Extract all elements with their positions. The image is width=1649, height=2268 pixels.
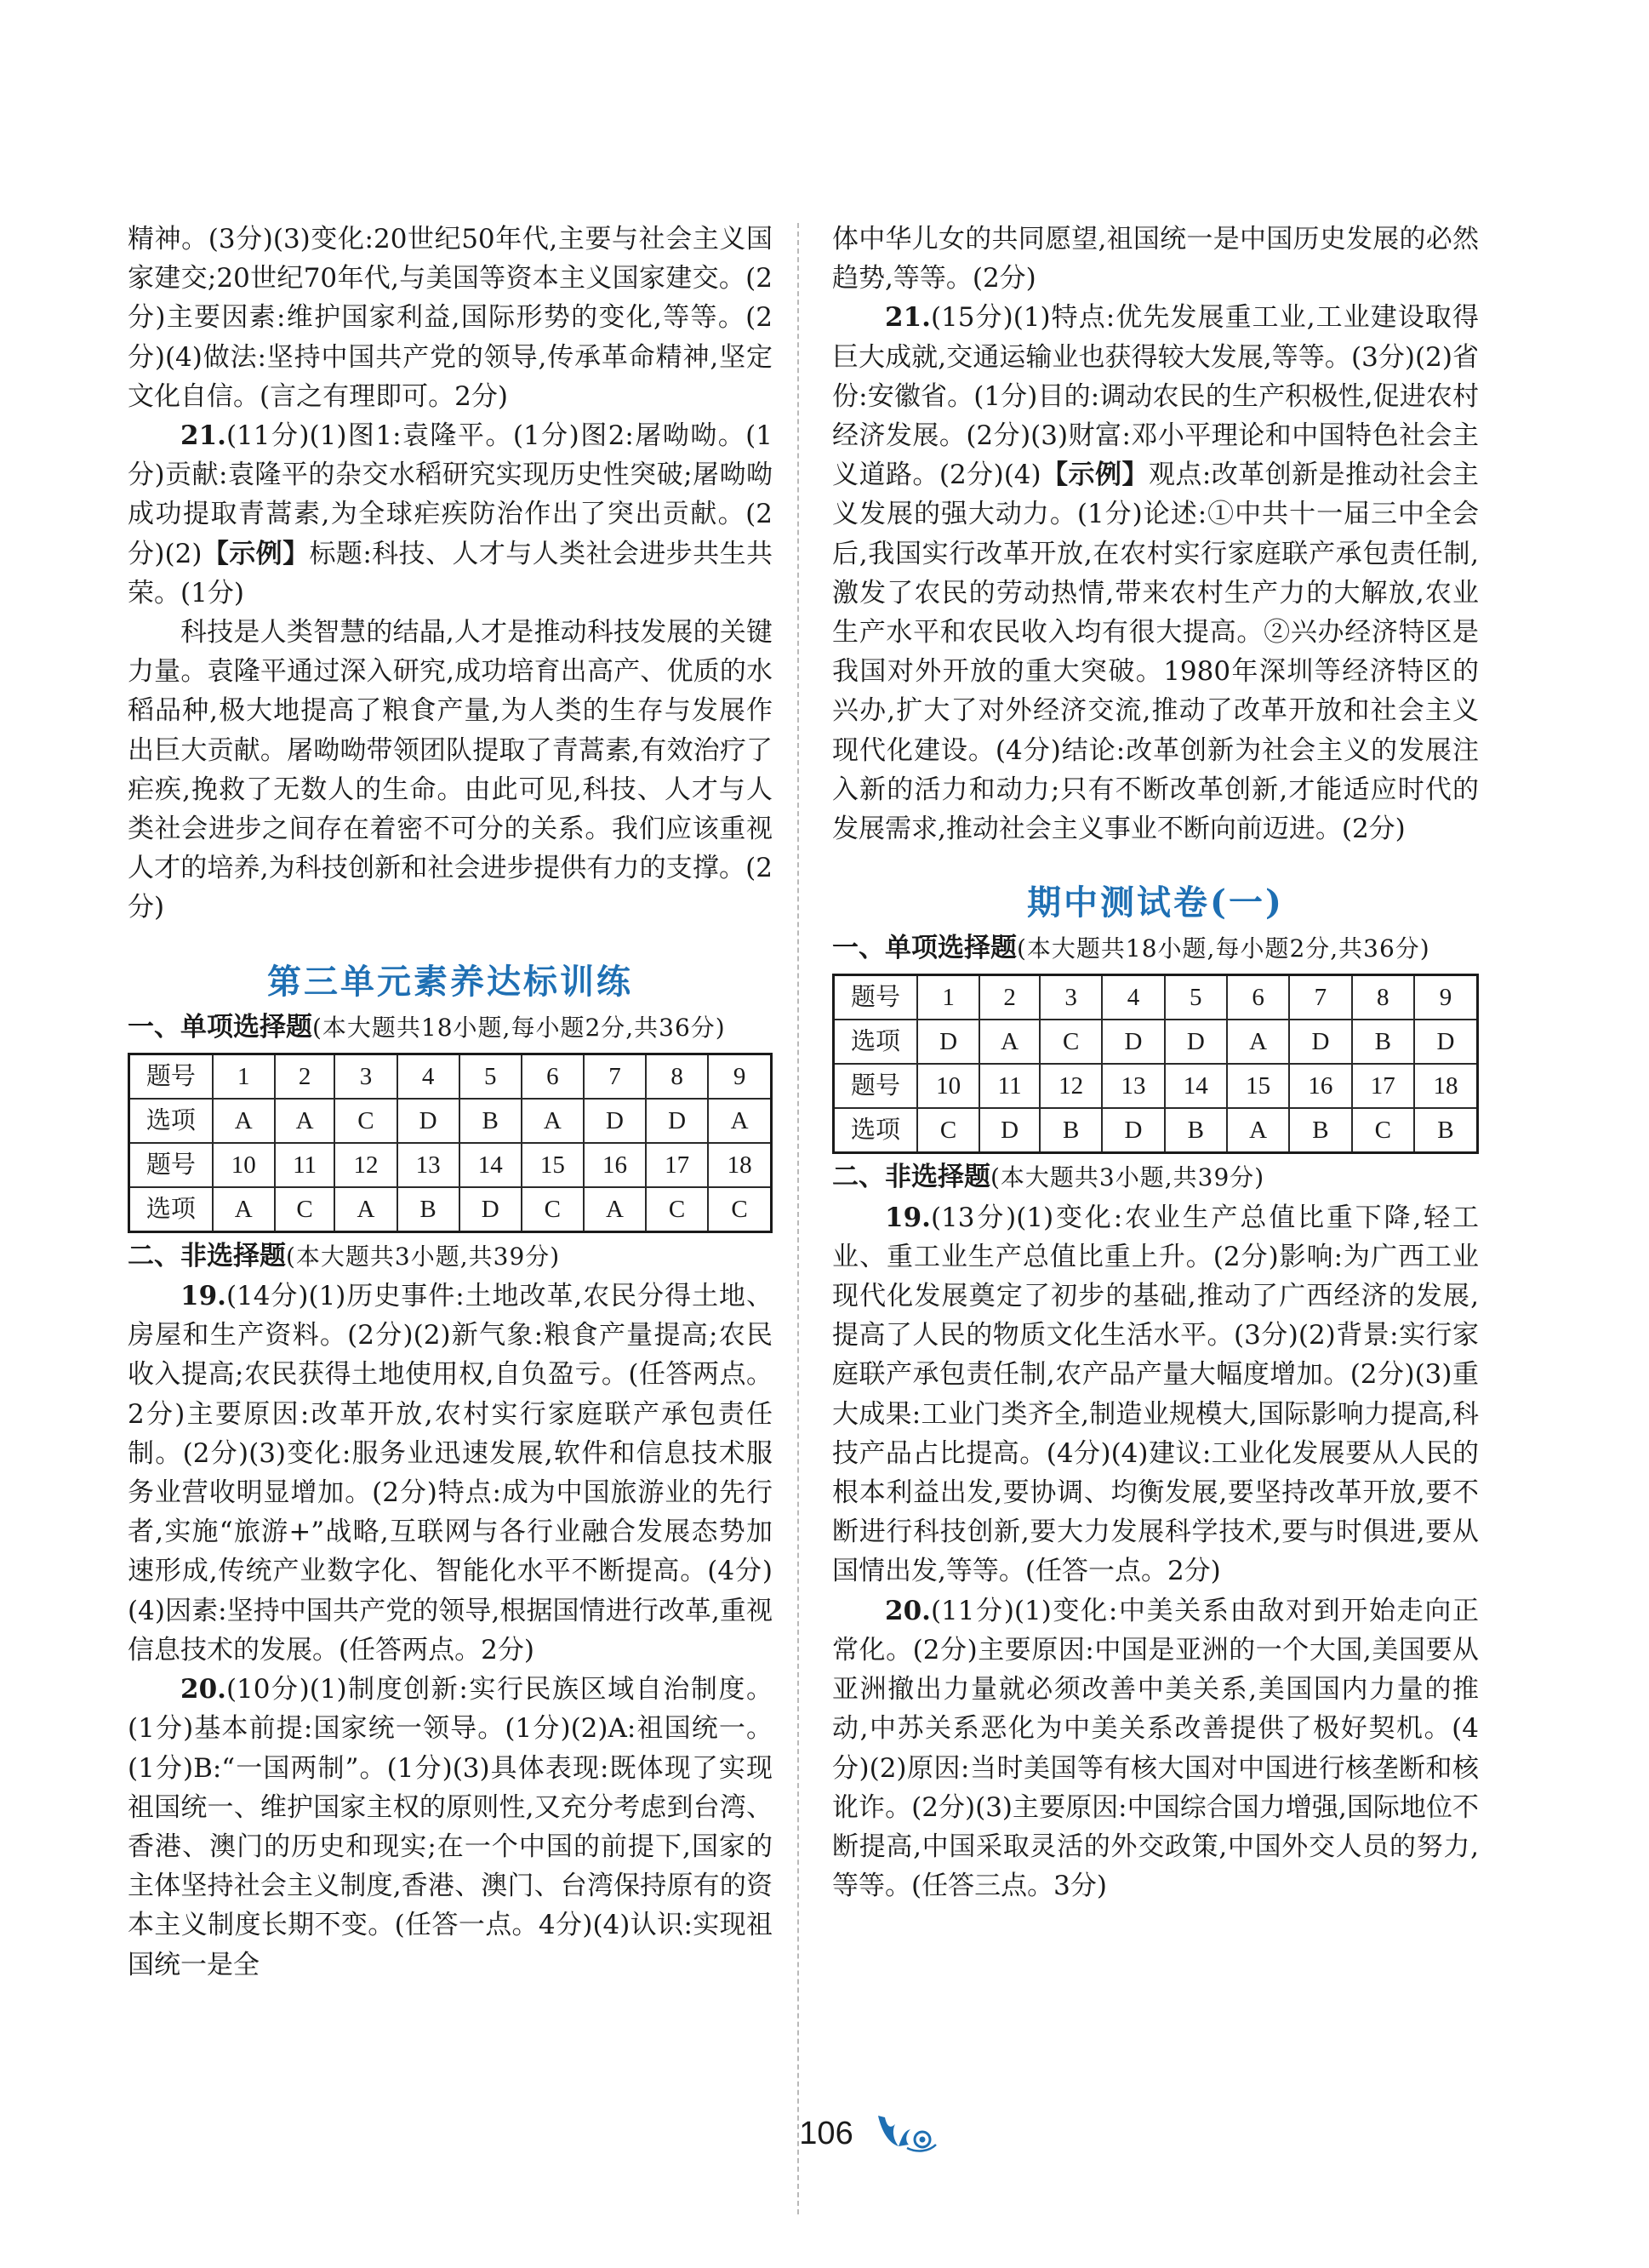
table-header-cell: 选项 [129,1099,213,1143]
question-number: 20. [180,1674,226,1705]
table-cell: D [1102,1108,1164,1153]
table-cell: 18 [708,1143,771,1187]
table-cell: 8 [646,1054,708,1099]
answer-table [832,974,1479,1154]
table-cell: 10 [917,1064,979,1108]
question-number: 19. [180,1281,226,1312]
answer-text: (14分)(1)历史事件:土地改革,农民分得土地、房屋和生产资料。(2分)(2)新气象:粮食产量提高;农民收入提高;农民获得土地使用权,自负盈亏。(任答两点。2分)主要原因:改革开放,农村实行家庭联产承包责任制。(2分)(3)变化:服务业迅速发展,软件和信息技术服务业营收明显增加。(2分)特点:成为中国旅游业的先行者,实施“旅游+”战略,互联网与各行业融合发展态势加速形成,传统产业数字化、智能化水平不断提高。(4分)(4)因素:坚持中国共产党的领导,根据国情进行改革,重视信息技术的发展。(任答两点。2分) [128,1281,773,1665]
table-header-cell: 选项 [834,1108,917,1153]
question-number: 19. [885,1202,931,1233]
table-cell: C [275,1187,335,1232]
left-question-21 [128,416,773,613]
decorative-swirl-icon [873,2105,941,2157]
table-cell: 14 [1165,1064,1227,1108]
question-number: 20. [885,1595,931,1626]
table-cell: 8 [1352,975,1414,1020]
table-row [129,1143,772,1187]
nonmc-section-heading [128,1237,773,1277]
answer-text: 标题:科技、人才与人类社会进步共生共荣。(1分) [128,538,773,608]
mc-section-heading [128,1008,773,1048]
table-cell: 16 [1289,1064,1351,1108]
table-cell: D [1289,1020,1351,1064]
right-column [832,220,1479,1905]
table-cell: B [1040,1108,1102,1153]
column-divider [797,223,799,2214]
table-cell: 10 [213,1143,275,1187]
unit-title: 第三单元素养达标训练 [267,961,633,1002]
left-question-20 [128,1670,773,1985]
table-cell: 5 [1165,975,1227,1020]
table-cell: C [522,1187,584,1232]
table-cell: 9 [1414,975,1478,1020]
table-header-cell: 选项 [129,1187,213,1232]
table-cell: D [1102,1020,1164,1064]
table-row [834,1108,1478,1153]
table-cell: C [1040,1020,1102,1064]
table-cell: D [917,1020,979,1064]
section-note: (本大题共3小题,共39分) [990,1163,1265,1192]
table-cell: D [646,1099,708,1143]
table-cell: B [1165,1108,1227,1153]
table-cell: A [979,1020,1040,1064]
table-cell: 1 [917,975,979,1020]
exam-title: 期中测试卷(一) [1027,883,1284,923]
section-label: 二、非选择题 [128,1240,286,1271]
answer-text: (10分)(1)制度创新:实行民族区域自治制度。(1分)基本前提:国家统一领导。(1分)(2)A:祖国统一。(1分)B:“一国两制”。(1分)(3)具体表现:既体现了实现祖国统一、维护国家主权的原则性,又充分考虑到台湾、香港、澳门的历史和现实;在一个中国的前提下,国家的主体坚持社会主义制度,香港、澳门、台湾保持原有的资本主义制度长期不变。(任答一点。4分)(4)认识:实现祖国统一是全 [128,1674,773,1980]
nonmc-section-heading [832,1157,1479,1197]
table-cell: 12 [334,1143,397,1187]
table-cell: 18 [1414,1064,1478,1108]
table-cell: 11 [275,1143,335,1187]
example-marker: 【示例】 [1041,460,1149,491]
right-paragraph-continued: 体中华儿女的共同愿望,祖国统一是中国历史发展的必然趋势,等等。(2分) [832,224,1479,294]
table-cell: 16 [584,1143,646,1187]
right-question-20 [832,1591,1479,1906]
left-paragraph-continued: 精神。(3分)(3)变化:20世纪50年代,主要与社会主义国家建交;20世纪70年代,与美国等资本主义国家建交。(2分)主要因素:维护国家利益,国际形势的变化,等等。(2分)(4)做法:坚持中国共产党的领导,传承革命精神,坚定文化自信。(言之有理即可。2分) [128,224,773,412]
table-cell: B [1414,1108,1478,1153]
answer-text: (11分)(1)变化:中美关系由敌对到开始走向正常化。(2分)主要原因:中国是亚洲的一个大国,美国要从亚洲撤出力量就必须改善中美关系,美国国内力量的推动,中苏关系恶化为中美关系改善提供了极好契机。(4分)(2)原因:当时美国等有核大国对中国进行核垄断和核讹诈。(2分)(3)主要原因:中国综合国力增强,国际地位不断提高,中国采取灵活的外交政策,中国外交人员的努力,等等。(任答三点。3分) [832,1595,1479,1902]
left-question-19 [128,1277,773,1670]
table-cell: 7 [584,1054,646,1099]
right-question-19 [832,1198,1479,1591]
table-cell: 5 [459,1054,522,1099]
table-cell: 17 [1352,1064,1414,1108]
table-row [834,975,1478,1020]
table-cell: 11 [979,1064,1040,1108]
table-cell: 14 [459,1143,522,1187]
section-label: 一、单项选择题 [128,1011,312,1043]
section-label: 二、非选择题 [832,1162,990,1193]
table-row [129,1054,772,1099]
table-cell: A [1227,1020,1289,1064]
table-cell: 4 [397,1054,459,1099]
table-cell: D [1165,1020,1227,1064]
question-number: 21. [180,420,226,452]
table-cell: 2 [979,975,1040,1020]
table-cell: 9 [708,1054,771,1099]
table-cell: D [1414,1020,1478,1064]
section-label: 一、单项选择题 [832,933,1017,964]
table-cell: 7 [1289,975,1351,1020]
table-cell: 2 [275,1054,335,1099]
table-cell: 12 [1040,1064,1102,1108]
table-cell: A [334,1187,397,1232]
table-cell: 6 [522,1054,584,1099]
table-cell: C [917,1108,979,1153]
table-cell: 1 [213,1054,275,1099]
answer-text: (15分)(1)特点:优先发展重工业,工业建设取得巨大成就,交通运输业也获得较大发展,等等。(3分)(2)省份:安徽省。(1分)目的:调动农民的生产积极性,促进农村经济发展。(2分)(3)财富:邓小平理论和中国特色社会主义道路。(2分)(4) [832,302,1479,491]
table-header-cell: 选项 [834,1020,917,1064]
table-row [834,1020,1478,1064]
table-cell: C [334,1099,397,1143]
table-header-cell: 题号 [129,1054,213,1099]
table-cell: C [708,1187,771,1232]
table-cell: A [213,1099,275,1143]
table-cell: 13 [397,1143,459,1187]
table-cell: A [1227,1108,1289,1153]
table-cell: B [1352,1020,1414,1064]
table-cell: B [397,1187,459,1232]
table-cell: 13 [1102,1064,1164,1108]
right-question-21 [832,298,1479,848]
table-cell: B [1289,1108,1351,1153]
table-cell: A [708,1099,771,1143]
table-cell: A [584,1187,646,1232]
table-row [129,1187,772,1232]
table-cell: A [275,1099,335,1143]
table-cell: 4 [1102,975,1164,1020]
table-cell: A [213,1187,275,1232]
table-row [129,1099,772,1143]
table-cell: D [397,1099,459,1143]
example-marker: 【示例】 [202,538,310,569]
table-cell: D [584,1099,646,1143]
mc-section-heading [832,928,1479,968]
table-header-cell: 题号 [834,975,917,1020]
section-note: (本大题共3小题,共39分) [286,1242,561,1271]
section-note: (本大题共18小题,每小题2分,共36分) [1017,934,1430,963]
question-number: 21. [885,302,931,334]
table-header-cell: 题号 [129,1143,213,1187]
table-cell: 6 [1227,975,1289,1020]
table-cell: 15 [522,1143,584,1187]
table-cell: 3 [1040,975,1102,1020]
table-cell: 15 [1227,1064,1289,1108]
left-essay-paragraph: 科技是人类智慧的结晶,人才是推动科技发展的关键力量。袁隆平通过深入研究,成功培育出高产、优质的水稻品种,极大地提高了粮食产量,为人类的生存与发展作出巨大贡献。屠呦呦带领团队提取了青蒿素,有效治疗了疟疾,挽救了无数人的生命。由此可见,科技、人才与人类社会进步之间存在着密不可分的关系。我们应该重视人才的培养,为科技创新和社会进步提供有力的支撑。(2分) [128,617,773,923]
table-cell: 17 [646,1143,708,1187]
table-cell: C [1352,1108,1414,1153]
table-cell: D [979,1108,1040,1153]
page-number: 106 [799,2116,853,2151]
table-cell: 3 [334,1054,397,1099]
section-note: (本大题共18小题,每小题2分,共36分) [312,1013,726,1042]
table-cell: A [522,1099,584,1143]
answer-text: (13分)(1)变化:农业生产总值比重下降,轻工业、重工业生产总值比重上升。(2分)影响:为广西工业现代化发展奠定了初步的基础,推动了广西经济的发展,提高了人民的物质文化生活水平。(3分)(2)背景:实行家庭联产承包责任制,农产品产量大幅度增加。(2分)(3)重大成果:工业门类齐全,制造业规模大,国际影响力提高,科技产品占比提高。(4分)(4)建议:工业化发展要从人民的根本利益出发,要协调、均衡发展,要坚持改革开放,要不断进行科技创新,要大力发展科学技术,要与时俱进,要从国情出发,等等。(任答一点。2分) [832,1202,1479,1587]
answer-text: (11分)(1)图1:袁隆平。(1分)图2:屠呦呦。(1分)贡献:袁隆平的杂交水稻研究实现历史性突破;屠呦呦成功提取青蒿素,为全球疟疾防治作出了突出贡献。(2分)(2) [128,420,773,569]
answer-table [128,1053,773,1233]
table-row [834,1064,1478,1108]
table-cell: D [459,1187,522,1232]
table-header-cell: 题号 [834,1064,917,1108]
table-cell: C [646,1187,708,1232]
table-cell: B [459,1099,522,1143]
answer-text: 观点:改革创新是推动社会主义发展的强大动力。(1分)论述:①中共十一届三中全会后,我国实行改革开放,在农村实行家庭联产承包责任制,激发了农民的劳动热情,带来农村生产力的大解放,农业生产水平和农民收入均有很大提高。②兴办经济特区是我国对外开放的重大突破。1980年深圳等经济特区的兴办,扩大了对外经济交流,推动了改革开放和社会主义现代化建设。(4分)结论:改革创新为社会主义的发展注入新的活力和动力;只有不断改革创新,才能适应时代的发展需求,推动社会主义事业不断向前迈进。(2分) [832,460,1480,845]
left-column [128,220,773,1985]
